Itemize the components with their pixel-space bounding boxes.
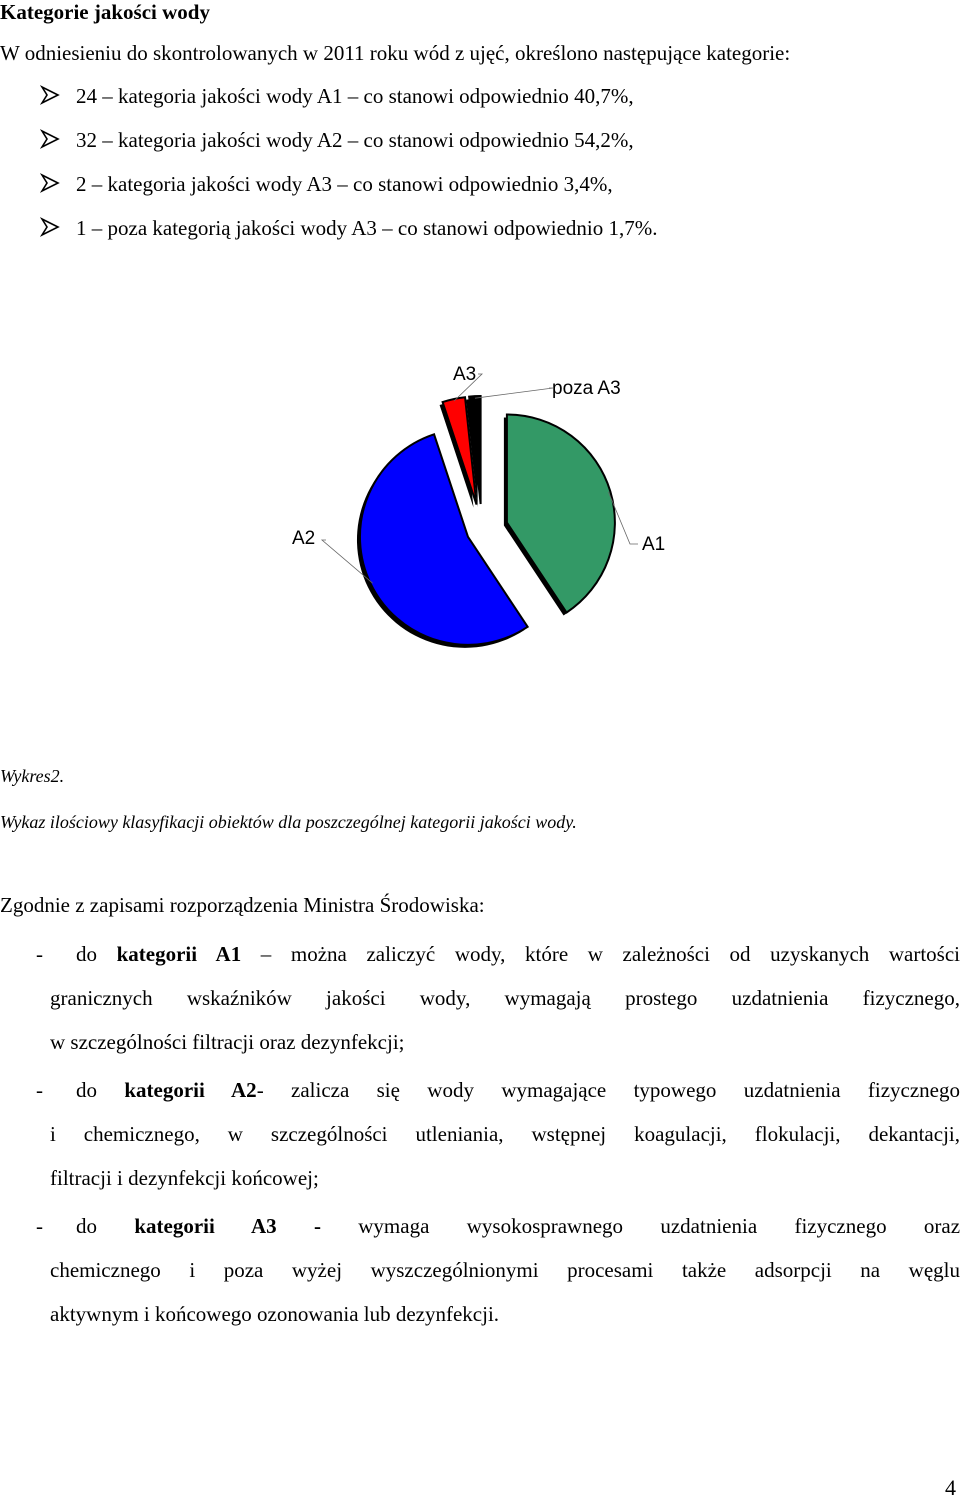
a2-line-2: i chemicznego, w szczególności utleniania, wstępnej koagulacji, flokulacji, dekantacji, <box>50 1122 960 1146</box>
a1-line-1 <box>76 942 960 967</box>
a1-category: kategorii A1 <box>116 942 242 966</box>
a2-line-3: filtracji i dezynfekcji końcowej; <box>50 1166 319 1190</box>
a2-pre: do <box>76 1078 125 1102</box>
section-heading: Kategorie jakości wody <box>0 0 210 24</box>
a3-line-2: chemicznego i poza wyżej wyszczególnionymi procesami także adsorpcji na węglu <box>50 1258 960 1282</box>
regulation-intro: Zgodnie z zapisami rozporządzenia Ministra Środowiska: <box>0 893 485 917</box>
a2-rest: - zalicza się wody wymagające typowego uzdatnienia fizycznego <box>256 1078 960 1102</box>
arrowhead-bullet-icon <box>40 217 60 237</box>
arrowhead-bullet-icon <box>40 85 60 105</box>
a1-rest: – można zaliczyć wody, które w zależności od uzyskanych wartości <box>241 942 960 966</box>
pie-label: A2 <box>292 528 316 549</box>
list-item-text: 2 – kategoria jakości wody A3 – co stanowi odpowiednio 3,4%, <box>76 172 613 196</box>
a3-line-3: aktywnym i końcowego ozonowania lub dezynfekcji. <box>50 1302 500 1326</box>
pie-slice-a1 <box>507 414 615 612</box>
pie-label: A3 <box>453 364 477 385</box>
pie-leader-line <box>475 388 553 398</box>
a3-line-1 <box>76 1214 960 1239</box>
a3-pre: do <box>76 1214 135 1238</box>
pie-label: A1 <box>642 534 666 555</box>
arrowhead-bullet-icon <box>40 129 60 149</box>
list-item-text: 32 – kategoria jakości wody A2 – co stanowi odpowiednio 54,2%, <box>76 128 634 152</box>
pie-chart <box>270 340 690 670</box>
a2-line-1 <box>76 1078 960 1103</box>
a1-line-2: granicznych wskaźników jakości wody, wymagają prostego uzdatnienia fizycznego, <box>50 986 960 1010</box>
a2-category: kategorii A2 <box>124 1078 257 1102</box>
chart-caption-number: Wykres2. <box>0 766 65 786</box>
page-number: 4 <box>945 1475 956 1500</box>
dash-marker: - <box>36 1078 43 1102</box>
list-item-text: 24 – kategoria jakości wody A1 – co stanowi odpowiednio 40,7%, <box>76 84 634 108</box>
arrowhead-bullet-icon <box>40 173 60 193</box>
list-item-text: 1 – poza kategorią jakości wody A3 – co stanowi odpowiednio 1,7%. <box>76 216 658 240</box>
a3-rest: wymaga wysokosprawnego uzdatnienia fizycznego oraz <box>320 1214 960 1238</box>
a1-line-3: w szczególności filtracji oraz dezynfekcji; <box>50 1030 405 1054</box>
dash-marker: - <box>36 1214 43 1238</box>
intro-text: W odniesieniu do skontrolowanych w 2011 roku wód z ujęć, określono następujące kategorie: <box>0 41 791 65</box>
pie-label: poza A3 <box>552 378 621 399</box>
a1-pre: do <box>76 942 117 966</box>
chart-caption-text: Wykaz ilościowy klasyfikacji obiektów dla poszczególnej kategorii jakości wody. <box>0 812 577 832</box>
pie-slice-a2 <box>360 434 528 645</box>
pie-slices <box>357 396 615 648</box>
dash-marker: - <box>36 942 43 966</box>
a3-category: kategorii A3 - <box>134 1214 321 1238</box>
